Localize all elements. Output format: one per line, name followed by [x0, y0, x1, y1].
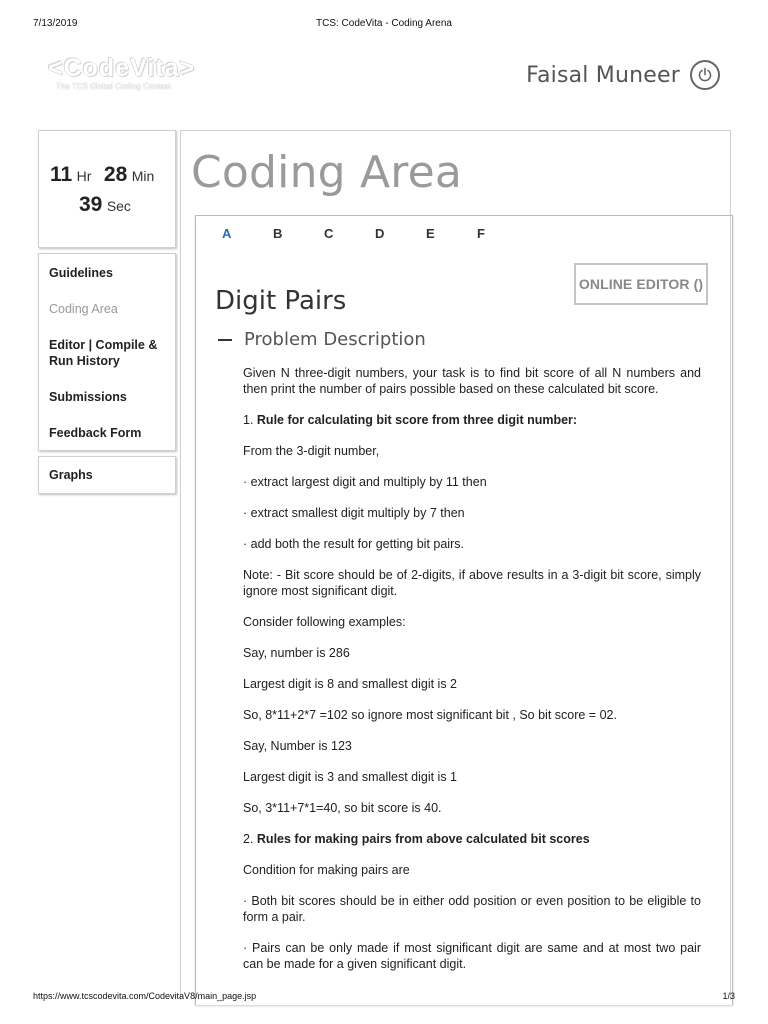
desc-paragraph: · Pairs can be only made if most significant digit are same and at most two pair can be made for a given significant digit. — [243, 941, 701, 971]
sidebar-item-guidelines[interactable]: Guidelines — [49, 266, 113, 280]
timer-seconds: 39 — [79, 193, 103, 216]
desc-paragraph: Largest digit is 3 and smallest digit is 1 — [243, 770, 457, 784]
desc-paragraph: So, 3*11+7*1=40, so bit score is 40. — [243, 801, 442, 815]
rule-2-number: 2. — [243, 832, 257, 846]
collapse-minus-icon[interactable] — [218, 339, 232, 341]
desc-paragraph: From the 3-digit number, — [243, 444, 380, 458]
print-page-number: 1/3 — [722, 991, 735, 1001]
timer-minutes: 28 — [103, 163, 128, 186]
sidebar-nav — [38, 253, 176, 451]
countdown-timer — [38, 130, 176, 248]
rule-2-heading — [243, 832, 701, 848]
desc-paragraph: · Both bit scores should be in either odd position or even position to be eligible to form a pair. — [243, 894, 701, 924]
tab-a[interactable]: A — [222, 226, 232, 241]
power-icon[interactable] — [690, 60, 720, 90]
tab-b[interactable]: B — [273, 226, 283, 241]
desc-paragraph: Condition for making pairs are — [243, 863, 410, 877]
rule-1-text: Rule for calculating bit score from three digit number: — [256, 413, 578, 427]
power-icon-svg — [697, 67, 713, 83]
page-title: Coding Area — [191, 147, 463, 198]
sidebar-item-graphs[interactable] — [38, 456, 176, 494]
rule-1-heading — [243, 413, 701, 429]
desc-paragraph: Consider following examples: — [243, 615, 406, 629]
sidebar-item-submissions[interactable]: Submissions — [49, 390, 127, 404]
problem-description-header[interactable] — [218, 329, 426, 350]
print-date: 7/13/2019 — [33, 18, 78, 29]
desc-paragraph: Say, Number is 123 — [243, 739, 352, 753]
timer-minutes-unit: Min — [131, 168, 155, 184]
timer-hours: 11 — [50, 163, 73, 186]
tab-f[interactable]: F — [477, 226, 485, 241]
tab-e[interactable]: E — [426, 226, 435, 241]
rule-2-text: Rules for making pairs from above calculated bit scores — [256, 832, 590, 846]
logo-text: <CodeVita> — [48, 54, 196, 82]
sidebar-item-coding-area[interactable]: Coding Area — [49, 302, 118, 316]
print-title: TCS: CodeVita - Coding Arena — [315, 18, 452, 29]
desc-paragraph: · add both the result for getting bit pairs. — [243, 537, 464, 551]
desc-paragraph: Given N three-digit numbers, your task is to find bit score of all N numbers and then print the number of pairs possible based on these calculated bit score. — [243, 366, 701, 396]
timer-hours-unit: Hr — [76, 168, 92, 184]
desc-paragraph: So, 8*11+2*7 =102 so ignore most significant bit , So bit score = 02. — [243, 708, 617, 722]
print-url: https://www.tcscodevita.com/CodevitaV8/main_page.jsp — [33, 991, 257, 1001]
problem-title: Digit Pairs — [215, 286, 347, 316]
problem-tabs — [222, 226, 528, 241]
print-header — [33, 18, 735, 32]
rule-1-number: 1. — [243, 413, 257, 427]
section-title: Problem Description — [244, 329, 426, 350]
online-editor-button[interactable]: ONLINE EDITOR () — [574, 263, 708, 305]
desc-paragraph: Largest digit is 8 and smallest digit is 2 — [243, 677, 457, 691]
tab-d[interactable]: D — [375, 226, 385, 241]
user-area — [526, 57, 720, 93]
desc-paragraph: · extract largest digit and multiply by 11 then — [243, 475, 487, 489]
desc-paragraph: · extract smallest digit multiply by 7 then — [243, 506, 465, 520]
main-content — [180, 130, 731, 1000]
user-name: Faisal Muneer — [526, 62, 680, 88]
problem-panel — [195, 215, 733, 1005]
graphs-label: Graphs — [49, 468, 93, 482]
codevita-logo[interactable] — [48, 54, 208, 98]
tab-c[interactable]: C — [324, 226, 334, 241]
sidebar-item-editor-history[interactable]: Editor | Compile & Run History — [49, 338, 158, 368]
timer-seconds-unit: Sec — [106, 198, 131, 214]
sidebar-item-feedback[interactable]: Feedback Form — [49, 426, 142, 440]
logo-subtitle: The TCS Global Coding Contest — [56, 82, 171, 91]
print-footer — [33, 991, 735, 1005]
desc-paragraph: Note: - Bit score should be of 2-digits, if above results in a 3-digit bit score, simply ignore most significant digit. — [243, 568, 701, 598]
desc-paragraph: Say, number is 286 — [243, 646, 350, 660]
